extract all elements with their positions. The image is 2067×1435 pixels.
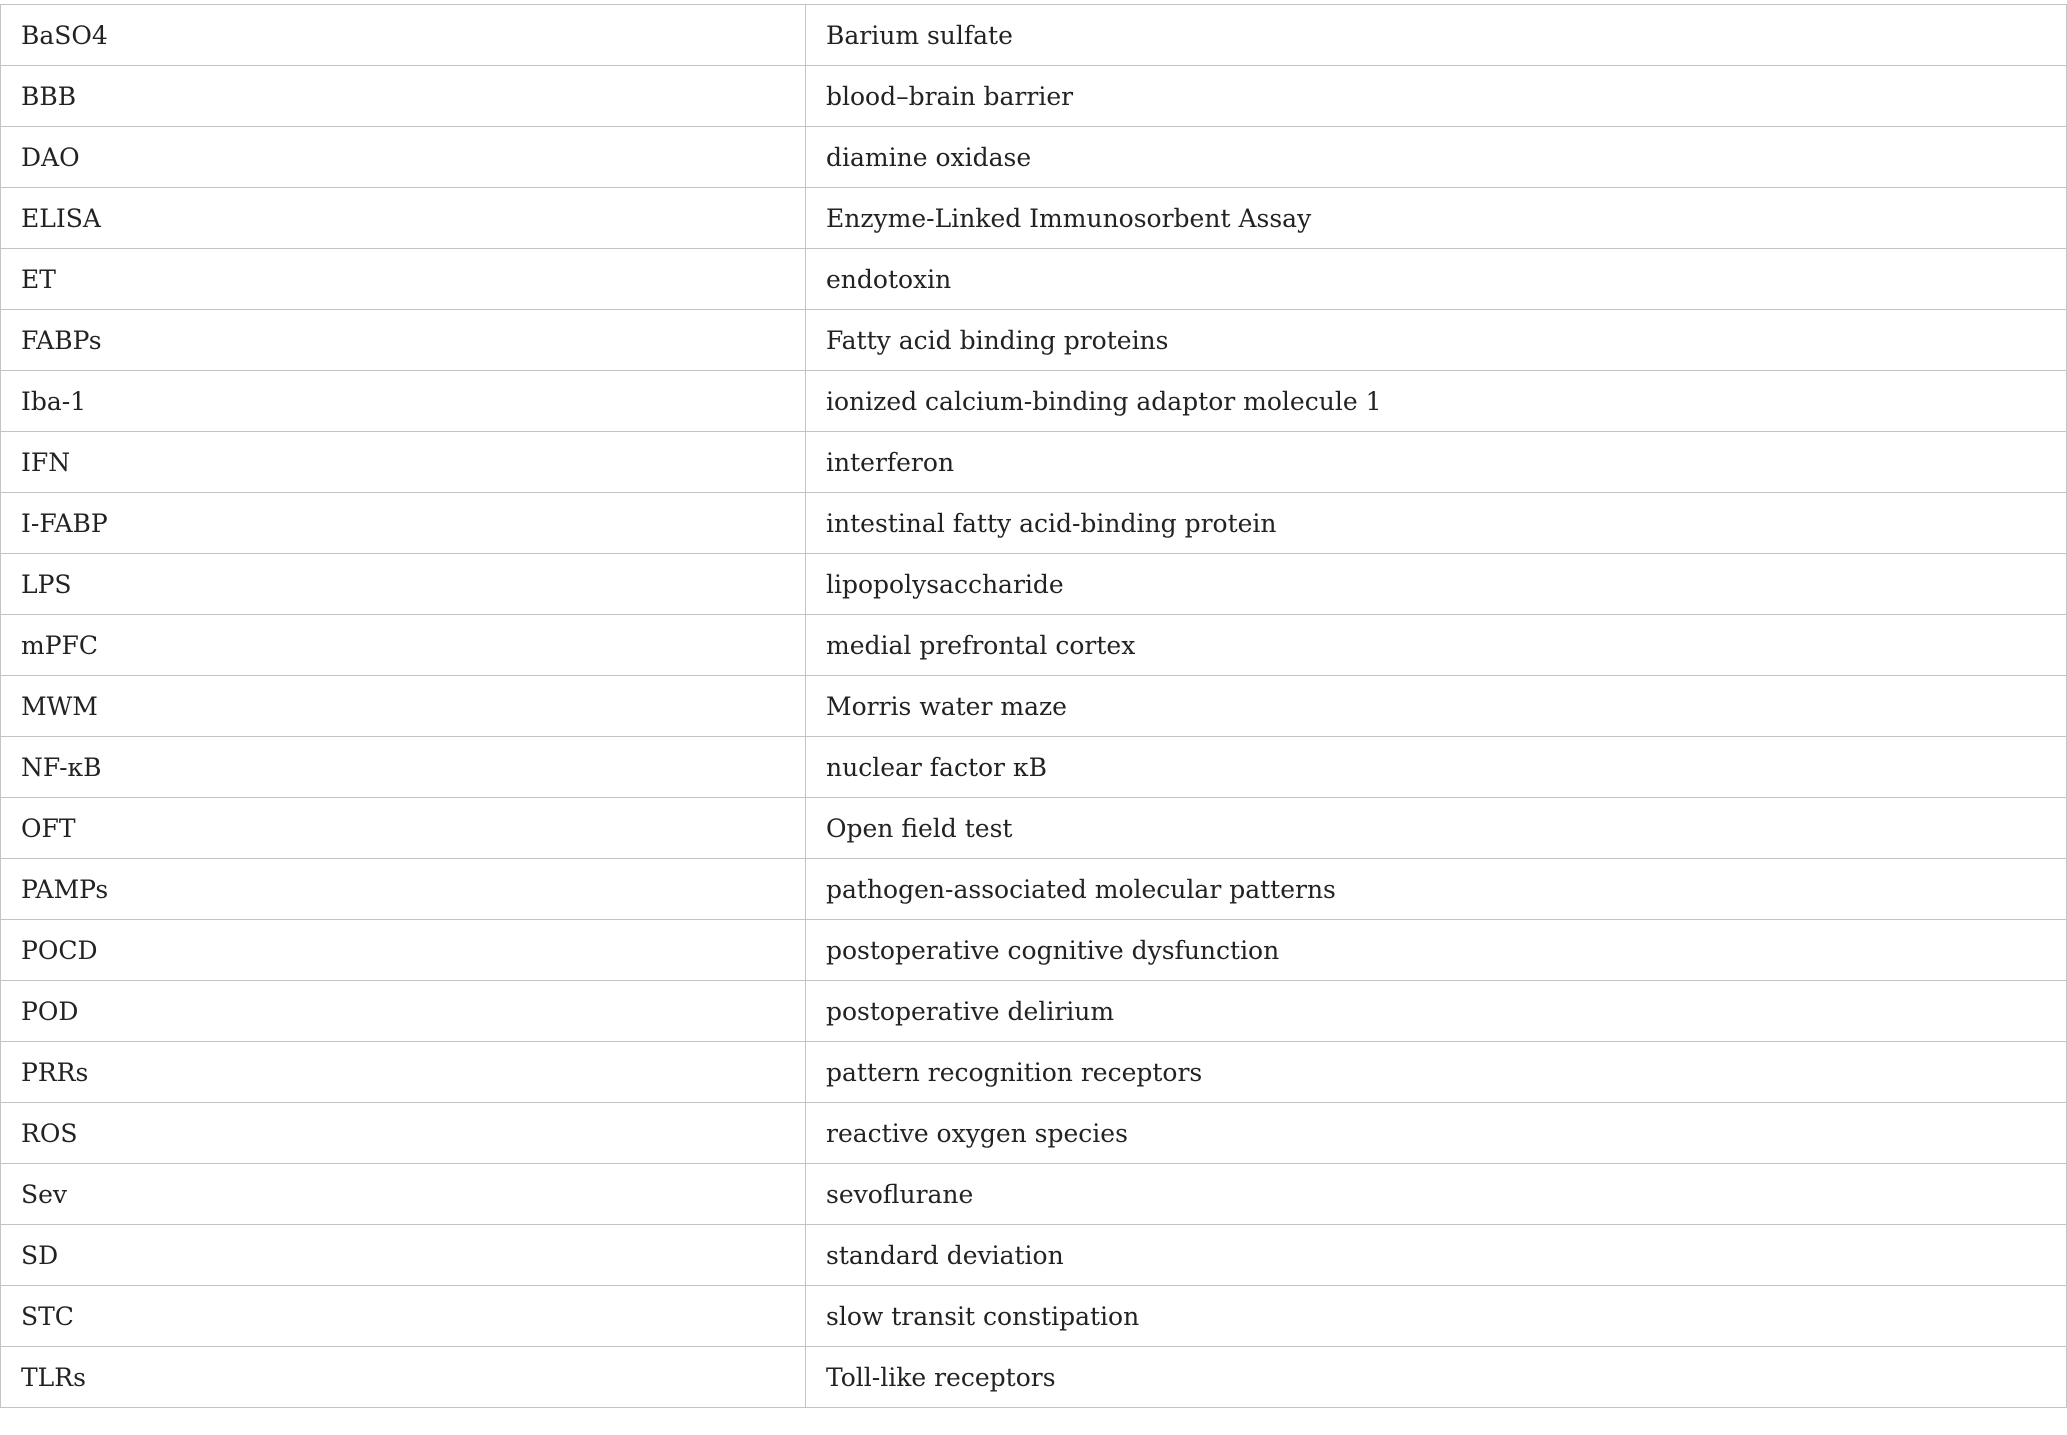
abbreviation-cell: ET — [1, 249, 806, 310]
table-row — [1, 432, 2067, 493]
definition-cell: medial prefrontal cortex — [806, 615, 2067, 676]
table-row — [1, 249, 2067, 310]
definition-cell: interferon — [806, 432, 2067, 493]
table-row — [1, 5, 2067, 66]
abbreviations-table — [0, 4, 2067, 1408]
table-row — [1, 66, 2067, 127]
definition-cell: postoperative delirium — [806, 981, 2067, 1042]
table-row — [1, 676, 2067, 737]
abbreviations-table-body — [1, 5, 2067, 1408]
abbreviation-cell: Iba-1 — [1, 371, 806, 432]
definition-cell: endotoxin — [806, 249, 2067, 310]
abbreviation-cell: IFN — [1, 432, 806, 493]
abbreviation-cell: LPS — [1, 554, 806, 615]
abbreviation-cell: TLRs — [1, 1347, 806, 1408]
table-row — [1, 493, 2067, 554]
definition-cell: postoperative cognitive dysfunction — [806, 920, 2067, 981]
table-row — [1, 1225, 2067, 1286]
table-row — [1, 859, 2067, 920]
definition-cell: ionized calcium-binding adaptor molecule 1 — [806, 371, 2067, 432]
table-row — [1, 981, 2067, 1042]
definition-cell: Enzyme-Linked Immunosorbent Assay — [806, 188, 2067, 249]
abbreviation-cell: DAO — [1, 127, 806, 188]
definition-cell: nuclear factor κB — [806, 737, 2067, 798]
abbreviation-cell: MWM — [1, 676, 806, 737]
definition-cell: pattern recognition receptors — [806, 1042, 2067, 1103]
definition-cell: Toll-like receptors — [806, 1347, 2067, 1408]
definition-cell: standard deviation — [806, 1225, 2067, 1286]
abbreviation-cell: ROS — [1, 1103, 806, 1164]
table-row — [1, 1286, 2067, 1347]
definition-cell: pathogen-associated molecular patterns — [806, 859, 2067, 920]
table-row — [1, 371, 2067, 432]
definition-cell: diamine oxidase — [806, 127, 2067, 188]
definition-cell: Barium sulfate — [806, 5, 2067, 66]
abbreviation-cell: SD — [1, 1225, 806, 1286]
table-row — [1, 1347, 2067, 1408]
definition-cell: Morris water maze — [806, 676, 2067, 737]
table-row — [1, 615, 2067, 676]
abbreviation-cell: BaSO4 — [1, 5, 806, 66]
definition-cell: slow transit constipation — [806, 1286, 2067, 1347]
table-row — [1, 127, 2067, 188]
abbreviation-cell: PAMPs — [1, 859, 806, 920]
abbreviation-cell: BBB — [1, 66, 806, 127]
abbreviation-cell: FABPs — [1, 310, 806, 371]
abbreviation-cell: PRRs — [1, 1042, 806, 1103]
table-row — [1, 737, 2067, 798]
abbreviation-cell: POCD — [1, 920, 806, 981]
table-row — [1, 1042, 2067, 1103]
abbreviation-cell: OFT — [1, 798, 806, 859]
definition-cell: Fatty acid binding proteins — [806, 310, 2067, 371]
definition-cell: sevoflurane — [806, 1164, 2067, 1225]
abbreviation-cell: Sev — [1, 1164, 806, 1225]
definition-cell: intestinal fatty acid-binding protein — [806, 493, 2067, 554]
definition-cell: lipopolysaccharide — [806, 554, 2067, 615]
abbreviation-cell: mPFC — [1, 615, 806, 676]
table-row — [1, 1103, 2067, 1164]
table-row — [1, 1164, 2067, 1225]
table-row — [1, 554, 2067, 615]
abbreviation-cell: POD — [1, 981, 806, 1042]
abbreviation-cell: NF-κB — [1, 737, 806, 798]
table-row — [1, 920, 2067, 981]
table-row — [1, 310, 2067, 371]
definition-cell: reactive oxygen species — [806, 1103, 2067, 1164]
definition-cell: blood–brain barrier — [806, 66, 2067, 127]
abbreviation-cell: ELISA — [1, 188, 806, 249]
abbreviation-cell: I-FABP — [1, 493, 806, 554]
table-row — [1, 188, 2067, 249]
definition-cell: Open field test — [806, 798, 2067, 859]
abbreviation-cell: STC — [1, 1286, 806, 1347]
table-row — [1, 798, 2067, 859]
